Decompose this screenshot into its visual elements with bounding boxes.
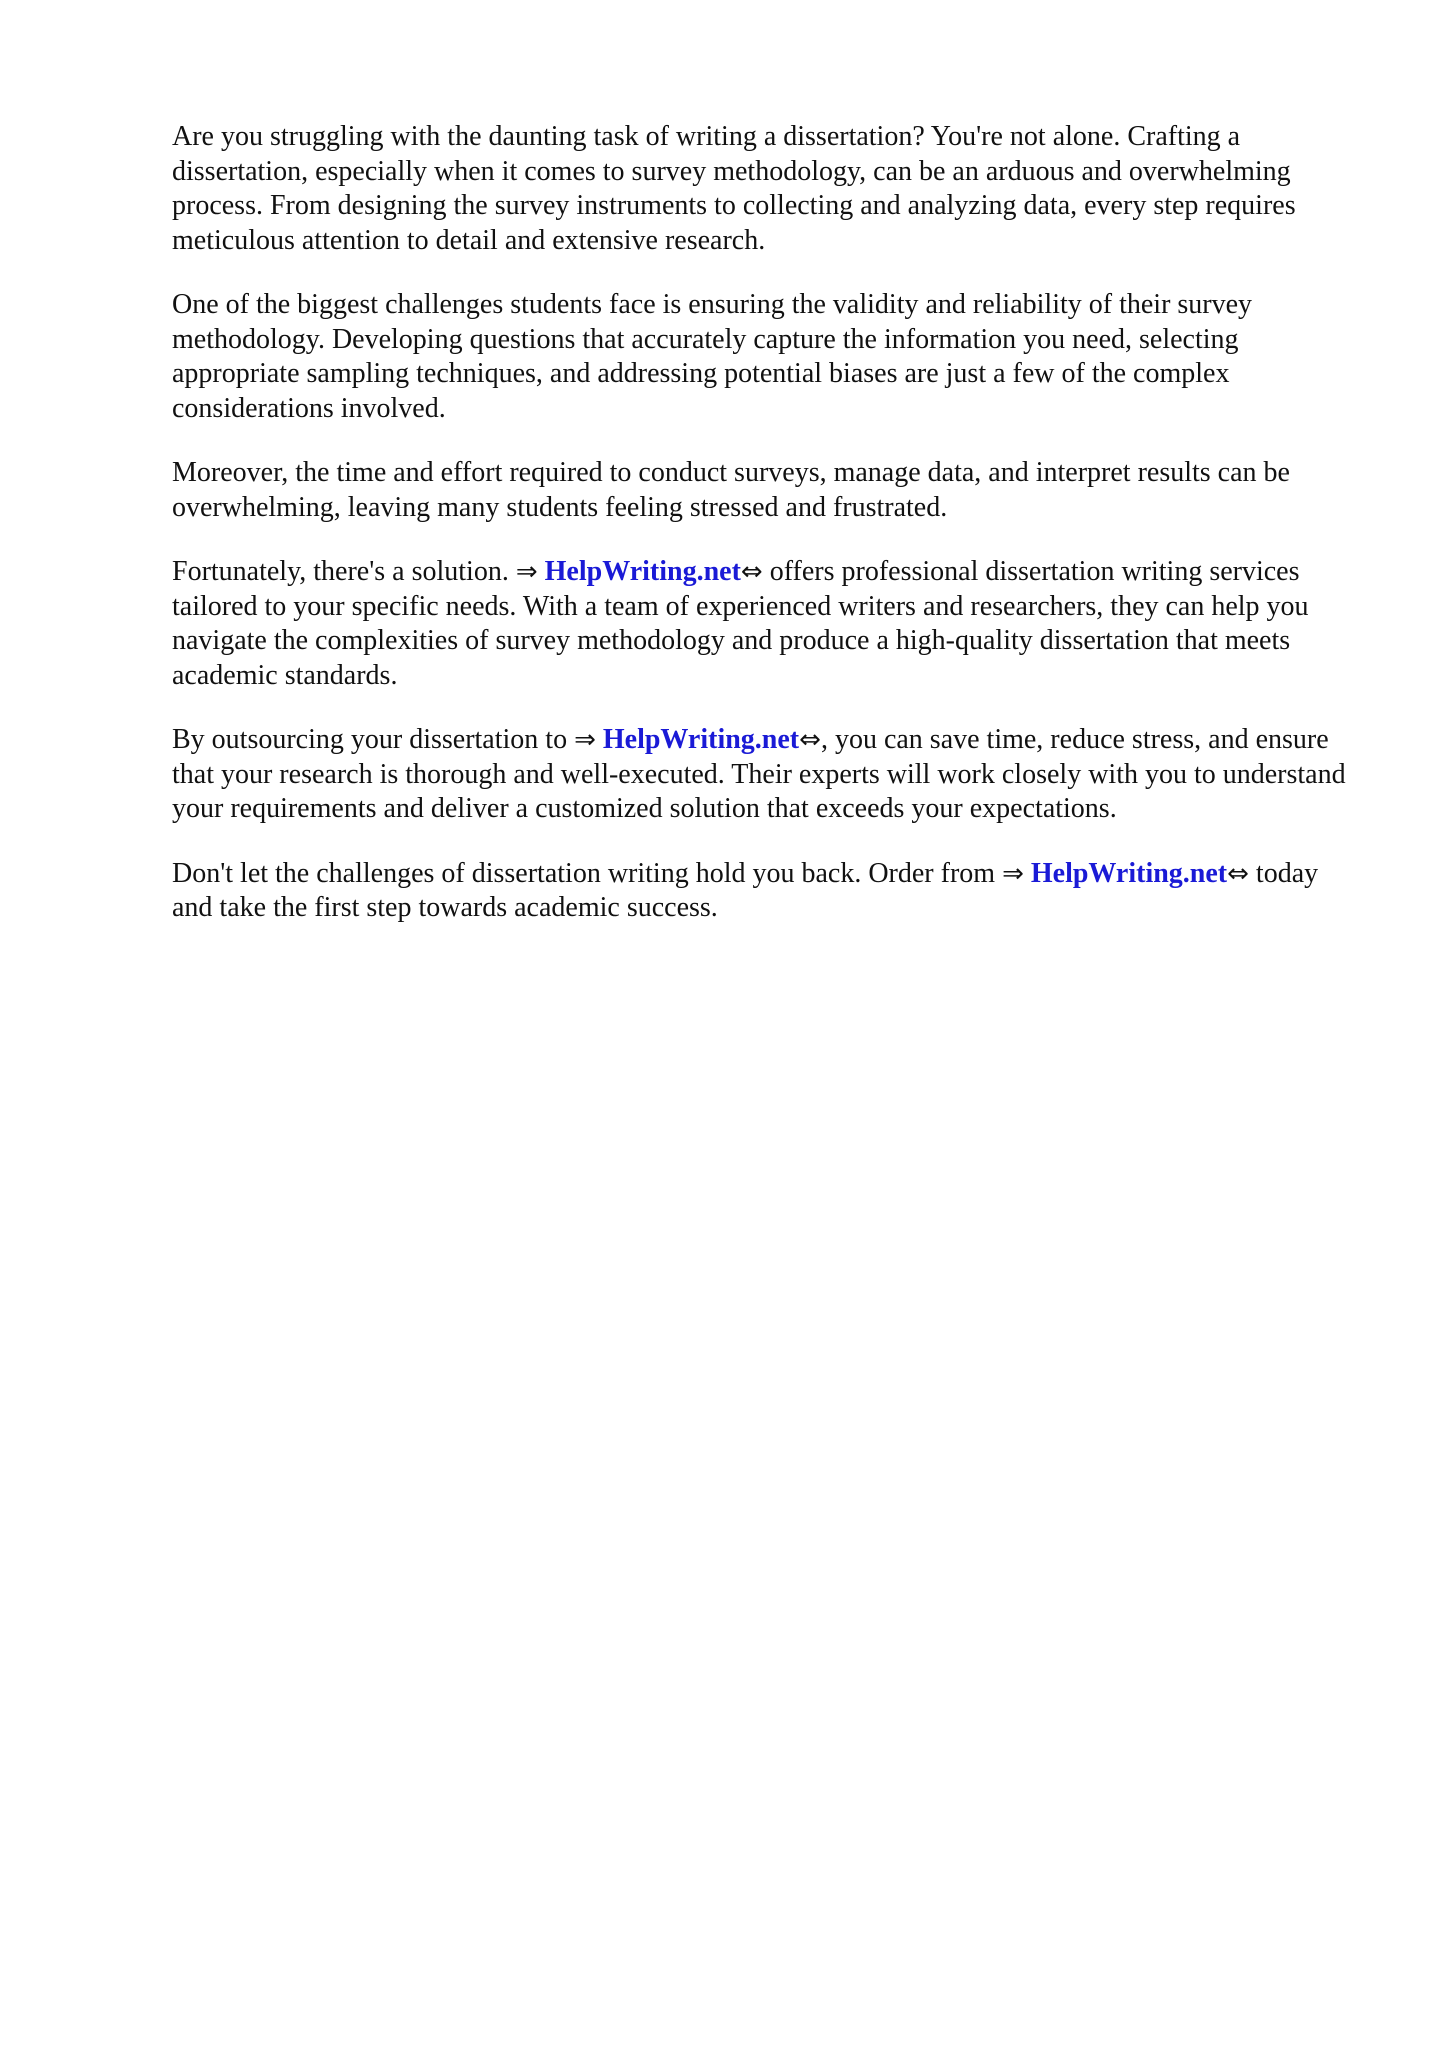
helpwriting-link[interactable]: HelpWriting.net bbox=[544, 556, 741, 587]
arrow-right-icon: ⇒ bbox=[515, 557, 538, 587]
arrow-both-icon: ⇔ bbox=[1227, 858, 1249, 889]
paragraph-intro: Are you struggling with the daunting task of writing a dissertation? You're not alone. Crafting a dissertation, especially when it comes to survey methodology, can be an arduous and overwhelming process. From designing the survey instruments to collecting and analyzing data, every step requires meticulous attention to detail and extensive research. bbox=[172, 121, 1296, 256]
paragraph-cta-text-after: today and take the first step towards academic success. bbox=[172, 857, 1319, 923]
paragraph-time-effort: Moreover, the time and effort required to conduct surveys, manage data, and interpret results can be overwhelming, leaving many students feeling stressed and frustrated. bbox=[172, 457, 1290, 523]
paragraph-outsourcing bbox=[172, 723, 1362, 827]
arrow-right-icon: ⇒ bbox=[574, 725, 596, 755]
paragraph-call-to-action bbox=[172, 857, 1362, 926]
document-body bbox=[172, 120, 1362, 956]
arrow-both-icon: ⇔ bbox=[740, 557, 763, 587]
paragraph-outsourcing-text-before: By outsourcing your dissertation to bbox=[172, 724, 575, 755]
paragraph-outsourcing-text-after: , you can save time, reduce stress, and ensure that your research is thorough and well-executed. Their experts will work closely with you to understand your requirements and deliver a customized solution that exceeds your expectations. bbox=[172, 724, 1346, 824]
paragraph-solution-text-before: Fortunately, there's a solution. bbox=[172, 556, 516, 587]
helpwriting-link[interactable]: HelpWriting.net bbox=[602, 724, 800, 755]
paragraph-challenges: One of the biggest challenges students face is ensuring the validity and reliability of their survey methodology. Developing questions that accurately capture the information you need, selecting appropriate sampling techniques, and addressing potential biases are just a few of the complex considerations involved. bbox=[172, 289, 1253, 424]
paragraph-solution bbox=[172, 555, 1362, 693]
arrow-right-icon: ⇒ bbox=[1002, 858, 1024, 889]
helpwriting-link[interactable]: HelpWriting.net bbox=[1030, 857, 1228, 889]
arrow-both-icon: ⇔ bbox=[799, 725, 821, 755]
paragraph-cta-text-before: Don't let the challenges of dissertation writing hold you back. Order from bbox=[172, 857, 1003, 889]
paragraph-solution-text-after: offers professional dissertation writing services tailored to your specific needs. With a team of experienced writers and researchers, they can help you navigate the complexities of survey methodology and produce a high-quality dissertation that meets academic standards. bbox=[172, 556, 1309, 691]
